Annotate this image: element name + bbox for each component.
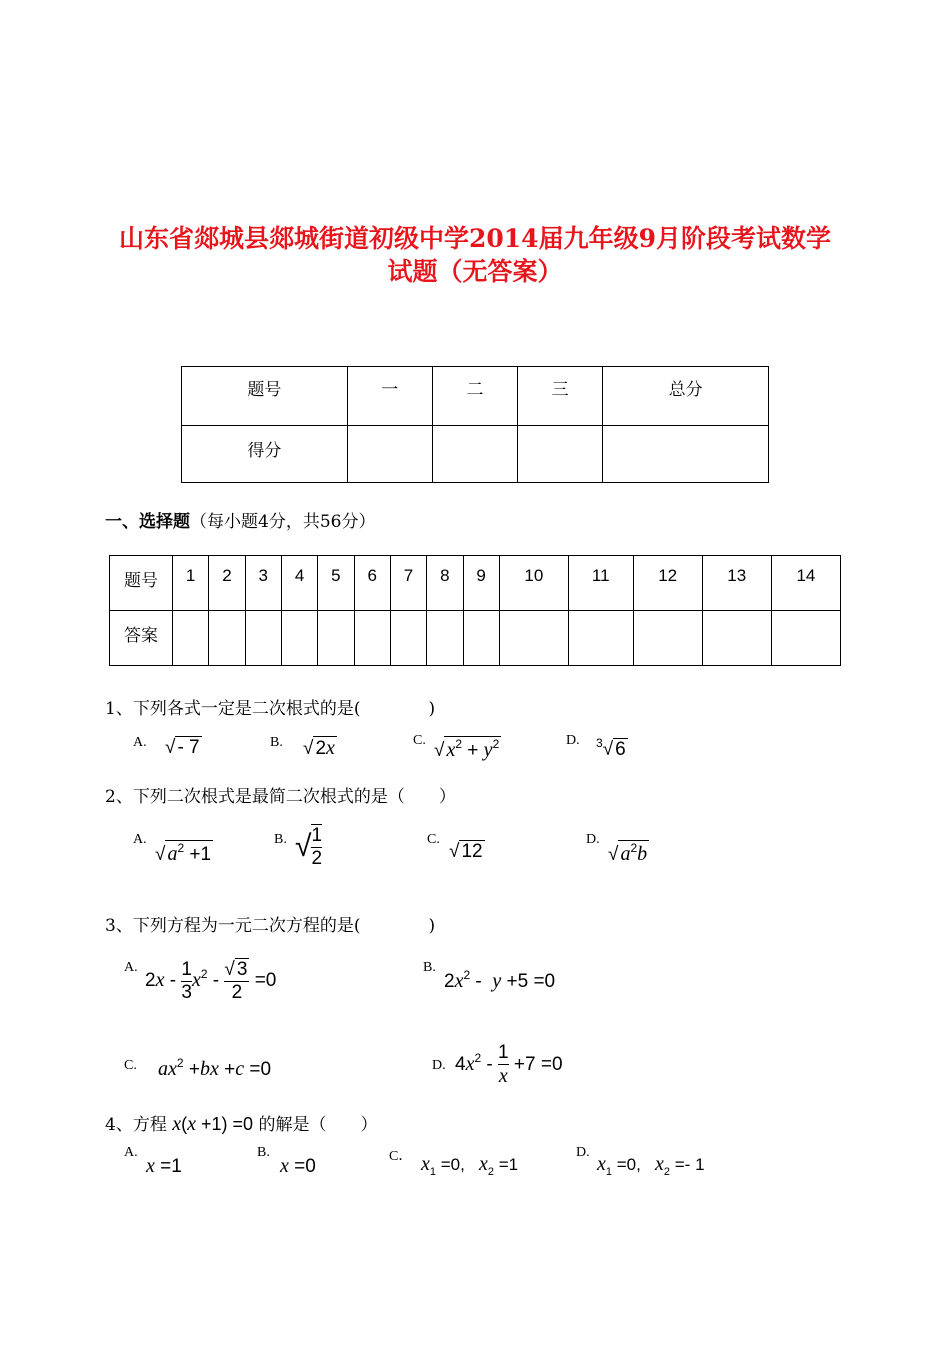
- answer-number-7: 7: [390, 556, 426, 611]
- answer-cell-3[interactable]: [245, 611, 281, 666]
- q3-option-b-math: $2x^2 - y +5 =0$: [444, 968, 556, 992]
- answer-number-11: 11: [568, 556, 633, 611]
- answer-number-1: 1: [173, 556, 209, 611]
- answer-number-9: 9: [463, 556, 499, 611]
- q4-option-a-label: A.: [124, 1145, 138, 1160]
- doc-title-line2: 试题（无答案）: [387, 257, 563, 286]
- q4-option-b-math: x =0: [280, 1155, 316, 1177]
- score-table: [181, 366, 769, 483]
- score-cell[interactable]: [518, 426, 603, 483]
- score-cell[interactable]: [432, 426, 517, 483]
- question-1-stem: 1、下列各式一定是二次根式的是( ): [105, 699, 436, 719]
- q3-option-a-math: 2x - $\frac{1}{3}$ $x^2$ - $\frac{√ 3}{2}$ =0: [145, 958, 277, 1003]
- q3-option-d-label: D.: [432, 1058, 446, 1073]
- score-header-cell: 总分: [603, 367, 769, 426]
- section-label: 一、选择题: [105, 512, 190, 532]
- score-row-label: 得分: [182, 426, 348, 483]
- answer-number-8: 8: [427, 556, 463, 611]
- answer-cell-1[interactable]: [173, 611, 209, 666]
- answer-cell-13[interactable]: [702, 611, 771, 666]
- answer-number-5: 5: [318, 556, 354, 611]
- section-heading: [105, 507, 375, 532]
- answer-cell-10[interactable]: [499, 611, 568, 666]
- answer-cell-8[interactable]: [427, 611, 463, 666]
- q2-option-b-label: B.: [274, 832, 287, 847]
- q4-option-a-math: x =1: [146, 1155, 182, 1177]
- score-header-cell: 题号: [182, 367, 348, 426]
- answer-cell-14[interactable]: [771, 611, 840, 666]
- q3-option-a-label: A.: [124, 960, 138, 975]
- answer-cell-11[interactable]: [568, 611, 633, 666]
- answer-number-3: 3: [245, 556, 281, 611]
- q4-stem-math: x(x +1) =0: [172, 1113, 254, 1135]
- q4-stem-post: 的解是（ ）: [258, 1115, 378, 1135]
- q1-option-c-label: C.: [413, 733, 426, 748]
- answer-number-13: 13: [702, 556, 771, 611]
- answer-number-10: 10: [499, 556, 568, 611]
- q4-option-b-label: B.: [257, 1145, 270, 1160]
- score-header-cell: 三: [518, 367, 603, 426]
- score-cell[interactable]: [603, 426, 769, 483]
- answer-cell-2[interactable]: [209, 611, 245, 666]
- answer-cell-6[interactable]: [354, 611, 390, 666]
- q2-option-c-label: C.: [427, 832, 440, 847]
- answer-header-label: 题号: [110, 556, 173, 611]
- q3-option-c-label: C.: [124, 1058, 137, 1073]
- q4-option-d-label: D.: [576, 1145, 590, 1160]
- answer-row-label: 答案: [110, 611, 173, 666]
- answer-table: [109, 555, 841, 666]
- q2-option-d-math: √ $a^2b$: [608, 841, 648, 865]
- answer-number-12: 12: [633, 556, 702, 611]
- q3-option-b-label: B.: [423, 960, 436, 975]
- answer-cell-5[interactable]: [318, 611, 354, 666]
- q3-option-d-math: $4x^2$ - $\frac{1}{x}$ +7 =0: [455, 1042, 563, 1087]
- score-cell[interactable]: [347, 426, 432, 483]
- q2-option-c-math: √ 12: [449, 841, 483, 862]
- question-4-stem: [105, 1110, 377, 1136]
- q3-option-c-math: $ax^2 +bx +c =0$: [158, 1056, 272, 1080]
- answer-cell-4[interactable]: [281, 611, 317, 666]
- score-header-cell: 一: [347, 367, 432, 426]
- answer-cell-12[interactable]: [633, 611, 702, 666]
- answer-cell-7[interactable]: [390, 611, 426, 666]
- q2-option-a-math: √ $a^2 +1$: [155, 841, 212, 865]
- answer-number-14: 14: [771, 556, 840, 611]
- q1-option-c-math: √ $x^2 + y^2$: [434, 737, 500, 761]
- q1-option-d-math: $^3$√ 6: [596, 736, 626, 760]
- q4-option-d-math: $x_1 =0$, $x_2 =- 1$: [597, 1153, 705, 1178]
- answer-cell-9[interactable]: [463, 611, 499, 666]
- score-header-cell: 二: [432, 367, 517, 426]
- answer-number-2: 2: [209, 556, 245, 611]
- q4-option-c-label: C．: [389, 1149, 413, 1164]
- answer-number-6: 6: [354, 556, 390, 611]
- q4-option-c-math: $x_1 =0$, $x_2 =1$: [421, 1153, 519, 1178]
- q2-option-a-label: A.: [133, 832, 147, 847]
- q2-option-b-math: √ $\frac{1}{2}$: [295, 825, 323, 869]
- q1-option-d-label: D.: [566, 733, 580, 748]
- section-note: （每小题4分，共56分）: [190, 512, 376, 532]
- doc-title-line1: 山东省郯城县郯城街道初级中学2014届九年级9月阶段考试数学: [119, 224, 831, 253]
- answer-number-4: 4: [281, 556, 317, 611]
- q1-option-a-label: A.: [133, 735, 147, 750]
- q1-option-a-math: √ - 7: [165, 737, 200, 758]
- q2-option-d-label: D.: [586, 832, 600, 847]
- q1-option-b-math: √ 2x: [303, 737, 335, 759]
- question-2-stem: 2、下列二次根式是最简二次根式的是（ ）: [105, 787, 456, 807]
- q4-stem-pre: 4、方程: [105, 1115, 167, 1135]
- question-3-stem: 3、下列方程为一元二次方程的是( ): [105, 916, 436, 936]
- q1-option-b-label: B.: [270, 735, 283, 750]
